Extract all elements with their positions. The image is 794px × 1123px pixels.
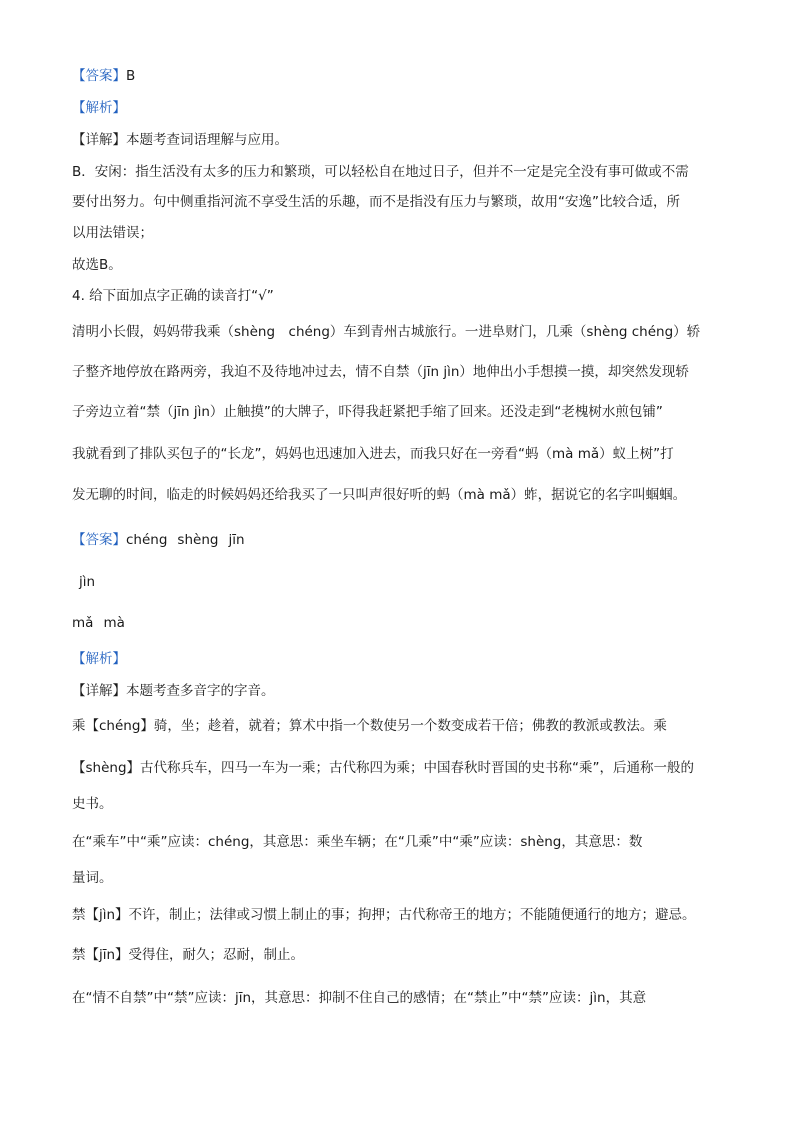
paragraph-line: B．安闲：指生活没有太多的压力和繁琐，可以轻松自在地过日子，但并不一定是完全没有事可做或不需 — [72, 164, 689, 180]
paragraph-line: 在“情不自禁”中“禁”应读：jīn，其意思：抑制不住自己的感情；在“禁止”中“禁”应读：jìn，其意 — [72, 990, 647, 1006]
answer-pinyin: chéng — [126, 532, 168, 548]
answer-pinyin: mǎ — [72, 615, 94, 631]
question-text-line: 我就看到了排队买包子的“长龙”，妈妈也迅速加入进去，而我只好在一旁看“蚂（mà mǎ）蚁上树”打 — [72, 446, 674, 462]
detail-line: 【详解】本题考查词语理解与应用。 — [72, 132, 288, 148]
question-text-line: 子整齐地停放在路两旁，我迫不及待地冲过去，情不自禁（jīn jìn）地伸出小手想摸一摸，却突然发现轿 — [72, 364, 689, 380]
answer-pinyin: mà — [103, 615, 125, 631]
question-text-line: 清明小长假，妈妈带我乘（shèng chéng）车到青州古城旅行。一进阜财门，几乘（shèng chéng）轿 — [72, 324, 701, 340]
answer-tag: 【答案】 — [72, 532, 126, 548]
paragraph-line: 要付出努力。句中侧重指河流不享受生活的乐趣，而不是指没有压力与繁琐，故用“安逸”比较合适，所 — [72, 194, 680, 210]
paragraph-line: 乘【chéng】骑，坐；趁着，就着；算术中指一个数使另一个数变成若干倍；佛教的教派或教法。乘 — [72, 718, 667, 734]
answer-pinyin: shèng — [177, 532, 219, 548]
answer-value: B — [126, 68, 136, 84]
question-title: 4. 给下面加点字正确的读音打“√” — [72, 288, 274, 304]
detail-line: 【详解】本题考查多音字的字音。 — [72, 683, 275, 699]
answer-tag: 【答案】 — [72, 68, 126, 84]
paragraph-line: 【shèng】古代称兵车，四马一车为一乘；古代称四为乘；中国春秋时晋国的史书称“乘”，后通称一般的 — [72, 760, 695, 776]
answer-pinyin: jīn — [228, 532, 245, 548]
paragraph-line: 以用法错误； — [72, 225, 153, 241]
answer-pinyin: jìn — [79, 574, 96, 590]
conclusion-line: 故选B。 — [72, 257, 122, 273]
paragraph-line: 量词。 — [72, 870, 113, 886]
paragraph-line: 禁【jìn】不许，制止；法律或习惯上制止的事；拘押；古代称帝王的地方；不能随便通行的地方；避忌。 — [72, 907, 696, 923]
question-text-line: 子旁边立着“禁（jīn jìn）止触摸”的大牌子，吓得我赶紧把手缩了回来。还没走到“老槐树水煎包铺” — [72, 404, 663, 420]
answer-line-1 — [72, 66, 135, 86]
question-text-line: 发无聊的时间，临走的时候妈妈还给我买了一只叫声很好听的蚂（mà mǎ）蚱，据说它的名字叫蝈蝈。 — [72, 487, 687, 503]
paragraph-line: 禁【jīn】受得住，耐久；忍耐，制止。 — [72, 947, 305, 963]
answer-line-3 — [72, 613, 125, 633]
paragraph-line: 史书。 — [72, 796, 113, 812]
analysis-tag: 【解析】 — [72, 100, 126, 116]
analysis-tag: 【解析】 — [72, 651, 126, 667]
paragraph-line: 在“乘车”中“乘”应读：chéng，其意思：乘坐车辆；在“几乘”中“乘”应读：shèng，其意思：数 — [72, 834, 643, 850]
answer-line-2 — [72, 530, 245, 550]
